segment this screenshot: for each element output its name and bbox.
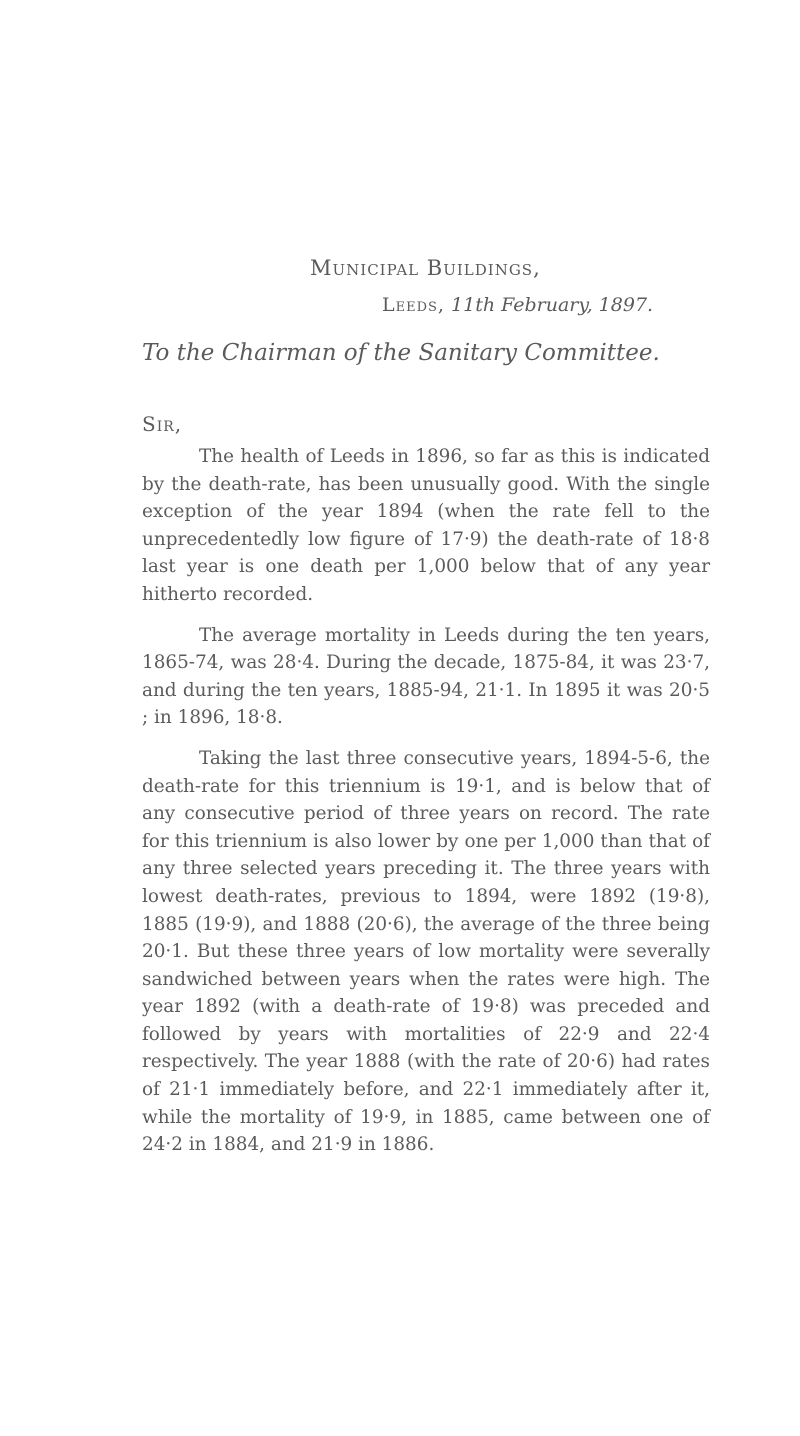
letter-body bbox=[142, 443, 710, 1159]
address-line-2 bbox=[382, 294, 653, 316]
addressee: To the Chairman of the Sanitary Committee. bbox=[142, 340, 660, 366]
paragraph-2: The average mortality in Leeds during the ten years, 1865-74, was 28·4. During the decade, 1875-84, it was 23·7, and during the ten years, 1885-94, 21·1. In 1895 it was 20·5 ; in 1896, 18·8. bbox=[142, 624, 710, 729]
paragraph-1: The health of Leeds in 1896, so far as this is indicated by the death-rate, has been unusually good. With the single exception of the year 1894 (when the rate fell to the unprecedentedly low figure of 17·9) the death-rate of 18·8 last year is one death per 1,000 below that of any year hitherto recorded. bbox=[142, 446, 710, 605]
paragraph-3: Taking the last three consecutive years, 1894-5-6, the death-rate for this triennium is 19·1, and is below that of any consecutive period of three years on record. The rate for this triennium is also lower by one per 1,000 than that of any three selected years preceding it. The three years with lowest death-rates, previous to 1894, were 1892 (19·8), 1885 (19·9), and 1888 (20·6), the average of the three being 20·1. But these three years of low mortality were severally sandwiched between years when the rates were high. The year 1892 (with a death-rate of 19·8) was preceded and followed by years with mortalities of 22·9 and 22·4 respectively. The year 1888 (with the rate of 20·6) had rates of 21·1 immediately before, and 22·1 immediately after it, while the mortality of 19·9, in 1885, came between one of 24·2 in 1884, and 21·9 in 1886. bbox=[142, 747, 710, 1156]
letter-date: 11th February, 1897. bbox=[451, 294, 654, 316]
address-place: Leeds, bbox=[382, 294, 445, 316]
address-line-1: Municipal Buildings, bbox=[310, 256, 541, 280]
salutation: Sir, bbox=[142, 412, 183, 436]
